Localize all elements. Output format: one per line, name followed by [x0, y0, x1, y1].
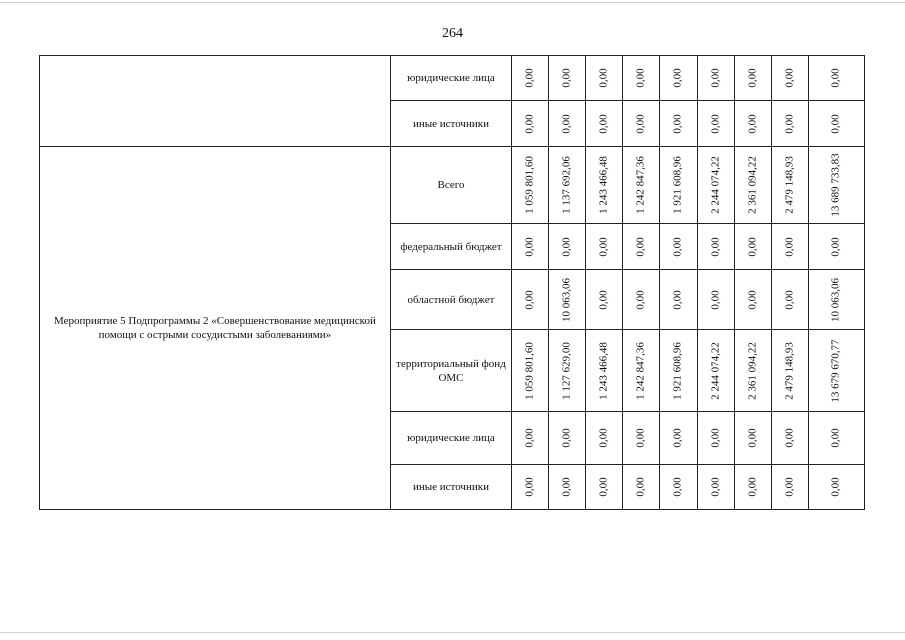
- value-cell: [734, 224, 771, 270]
- value-text: 0,00: [671, 68, 684, 88]
- value-cell: [549, 56, 586, 101]
- value-text: 10 063,06: [560, 277, 573, 322]
- funding-source-cell: иные источники: [390, 465, 511, 510]
- value-cell: [808, 412, 864, 465]
- value-text: 0,00: [634, 113, 647, 134]
- value-text: 0,00: [746, 68, 759, 88]
- event-cell-continued: [40, 56, 391, 147]
- value-text: 1 921 608,96: [671, 341, 684, 400]
- value-cell: [660, 270, 697, 330]
- value-cell: [586, 270, 623, 330]
- value-cell: [512, 224, 549, 270]
- value-cell: [771, 465, 808, 510]
- value-cell: [697, 270, 734, 330]
- value-cell: [808, 101, 864, 147]
- budget-table: [39, 55, 865, 510]
- value-text: 1 127 629,00: [560, 341, 573, 400]
- value-cell: [734, 330, 771, 412]
- value-text: 0,00: [709, 68, 722, 88]
- value-text: 0,00: [523, 477, 536, 497]
- funding-source-cell: юридические лица: [390, 56, 511, 101]
- value-cell: [623, 270, 660, 330]
- value-cell: [549, 412, 586, 465]
- value-cell: [771, 330, 808, 412]
- value-text: 0,00: [709, 113, 722, 134]
- funding-source-cell: юридические лица: [390, 412, 511, 465]
- value-cell: [660, 330, 697, 412]
- value-cell: [549, 101, 586, 147]
- value-text: 1 921 608,96: [671, 156, 684, 214]
- value-cell: [512, 465, 549, 510]
- value-text: 0,00: [746, 236, 759, 257]
- value-cell: [549, 224, 586, 270]
- value-cell: [734, 101, 771, 147]
- value-cell: [697, 101, 734, 147]
- value-text: 0,00: [671, 289, 684, 310]
- value-text: 0,00: [746, 428, 759, 448]
- value-cell: [660, 147, 697, 224]
- value-text: 13 689 733,83: [829, 153, 842, 217]
- value-cell: [734, 270, 771, 330]
- value-text: 0,00: [709, 477, 722, 497]
- value-text: 0,00: [671, 477, 684, 497]
- value-text: 0,00: [783, 289, 796, 310]
- value-cell: [771, 101, 808, 147]
- funding-source-cell: иные источники: [390, 101, 511, 147]
- value-cell: [660, 412, 697, 465]
- value-text: 0,00: [597, 113, 610, 134]
- value-cell: [586, 224, 623, 270]
- value-text: 0,00: [560, 113, 573, 134]
- value-cell: [512, 330, 549, 412]
- value-cell: [512, 147, 549, 224]
- value-cell: [623, 56, 660, 101]
- value-cell: [697, 330, 734, 412]
- value-cell: [623, 101, 660, 147]
- value-text: 1 243 466,48: [597, 156, 610, 214]
- value-text: 2 361 094,22: [746, 156, 759, 214]
- value-cell: [808, 224, 864, 270]
- value-text: 0,00: [523, 236, 536, 257]
- funding-source-cell: территориальный фонд ОМС: [390, 330, 511, 412]
- value-cell: [586, 147, 623, 224]
- value-text: 0,00: [671, 236, 684, 257]
- value-cell: [512, 270, 549, 330]
- value-text: 0,00: [560, 236, 573, 257]
- value-cell: [549, 147, 586, 224]
- value-cell: [660, 224, 697, 270]
- value-cell: [734, 412, 771, 465]
- value-text: 0,00: [634, 477, 647, 497]
- value-cell: [771, 270, 808, 330]
- value-cell: [586, 330, 623, 412]
- value-text: 0,00: [709, 428, 722, 448]
- value-text: 0,00: [671, 113, 684, 134]
- value-cell: [734, 56, 771, 101]
- value-cell: [771, 56, 808, 101]
- funding-source-cell: областной бюджет: [390, 270, 511, 330]
- value-cell: [771, 147, 808, 224]
- value-text: 0,00: [523, 289, 536, 310]
- table-row: [40, 56, 865, 101]
- value-cell: [697, 224, 734, 270]
- value-text: 2 479 148,93: [783, 156, 796, 214]
- value-cell: [549, 270, 586, 330]
- value-text: 0,00: [829, 113, 842, 134]
- value-text: 0,00: [597, 289, 610, 310]
- bottom-divider: [0, 632, 905, 633]
- value-text: 0,00: [523, 68, 536, 88]
- value-text: 0,00: [709, 236, 722, 257]
- value-text: 0,00: [783, 68, 796, 88]
- value-text: 0,00: [523, 113, 536, 134]
- value-text: 1 242 847,36: [634, 341, 647, 400]
- value-cell: [660, 56, 697, 101]
- value-text: 0,00: [671, 428, 684, 448]
- value-cell: [697, 465, 734, 510]
- value-text: 2 479 148,93: [783, 341, 796, 400]
- value-cell: [623, 224, 660, 270]
- value-text: 0,00: [746, 477, 759, 497]
- value-cell: [808, 270, 864, 330]
- top-divider: [0, 2, 905, 3]
- value-text: 0,00: [783, 236, 796, 257]
- value-text: 0,00: [597, 477, 610, 497]
- value-text: 13 679 670,77: [829, 338, 842, 403]
- value-text: 1 137 692,06: [560, 156, 573, 214]
- table-row: [40, 147, 865, 224]
- value-cell: [808, 147, 864, 224]
- value-cell: [549, 465, 586, 510]
- value-text: 0,00: [829, 428, 842, 448]
- value-text: 0,00: [746, 113, 759, 134]
- value-text: 0,00: [597, 68, 610, 88]
- value-cell: [660, 465, 697, 510]
- value-cell: [586, 465, 623, 510]
- value-cell: [623, 147, 660, 224]
- value-cell: [697, 412, 734, 465]
- value-text: 0,00: [597, 236, 610, 257]
- value-cell: [734, 465, 771, 510]
- value-text: 1 059 801,60: [523, 156, 536, 214]
- value-cell: [586, 101, 623, 147]
- value-cell: [586, 56, 623, 101]
- value-text: 0,00: [783, 113, 796, 134]
- funding-source-cell: федеральный бюджет: [390, 224, 511, 270]
- value-cell: [808, 465, 864, 510]
- value-cell: [734, 147, 771, 224]
- value-cell: [697, 147, 734, 224]
- value-text: 0,00: [597, 428, 610, 448]
- value-text: 1 059 801,60: [523, 341, 536, 400]
- value-text: 2 244 074,22: [709, 341, 722, 400]
- value-cell: [512, 101, 549, 147]
- value-text: 0,00: [746, 289, 759, 310]
- value-text: 0,00: [634, 68, 647, 88]
- value-cell: [512, 56, 549, 101]
- value-text: 0,00: [634, 289, 647, 310]
- value-text: 0,00: [560, 477, 573, 497]
- value-text: 2 361 094,22: [746, 341, 759, 400]
- value-cell: [623, 412, 660, 465]
- funding-source-cell: Всего: [390, 147, 511, 224]
- value-cell: [771, 224, 808, 270]
- value-cell: [512, 412, 549, 465]
- value-text: 0,00: [560, 428, 573, 448]
- page-number: 264: [442, 26, 463, 41]
- value-text: 0,00: [783, 428, 796, 448]
- value-text: 2 244 074,22: [709, 156, 722, 214]
- value-cell: [623, 465, 660, 510]
- value-cell: [808, 56, 864, 101]
- value-text: 1 242 847,36: [634, 156, 647, 214]
- value-text: 0,00: [523, 428, 536, 448]
- value-cell: [586, 412, 623, 465]
- value-text: 1 243 466,48: [597, 341, 610, 400]
- value-cell: [808, 330, 864, 412]
- event-name-cell: Мероприятие 5 Подпрограммы 2 «Совершенствование медицинской помощи с острыми сосудистыми заболеваниями»: [40, 147, 391, 510]
- value-text: 0,00: [829, 477, 842, 497]
- value-cell: [623, 330, 660, 412]
- value-text: 0,00: [783, 477, 796, 497]
- value-cell: [771, 412, 808, 465]
- value-cell: [697, 56, 734, 101]
- value-cell: [660, 101, 697, 147]
- value-text: 0,00: [829, 68, 842, 88]
- value-text: 0,00: [634, 236, 647, 257]
- value-text: 0,00: [560, 68, 573, 88]
- value-cell: [549, 330, 586, 412]
- value-text: 0,00: [709, 289, 722, 310]
- value-text: 0,00: [829, 236, 842, 257]
- value-text: 0,00: [634, 428, 647, 448]
- value-text: 10 063,06: [829, 277, 842, 322]
